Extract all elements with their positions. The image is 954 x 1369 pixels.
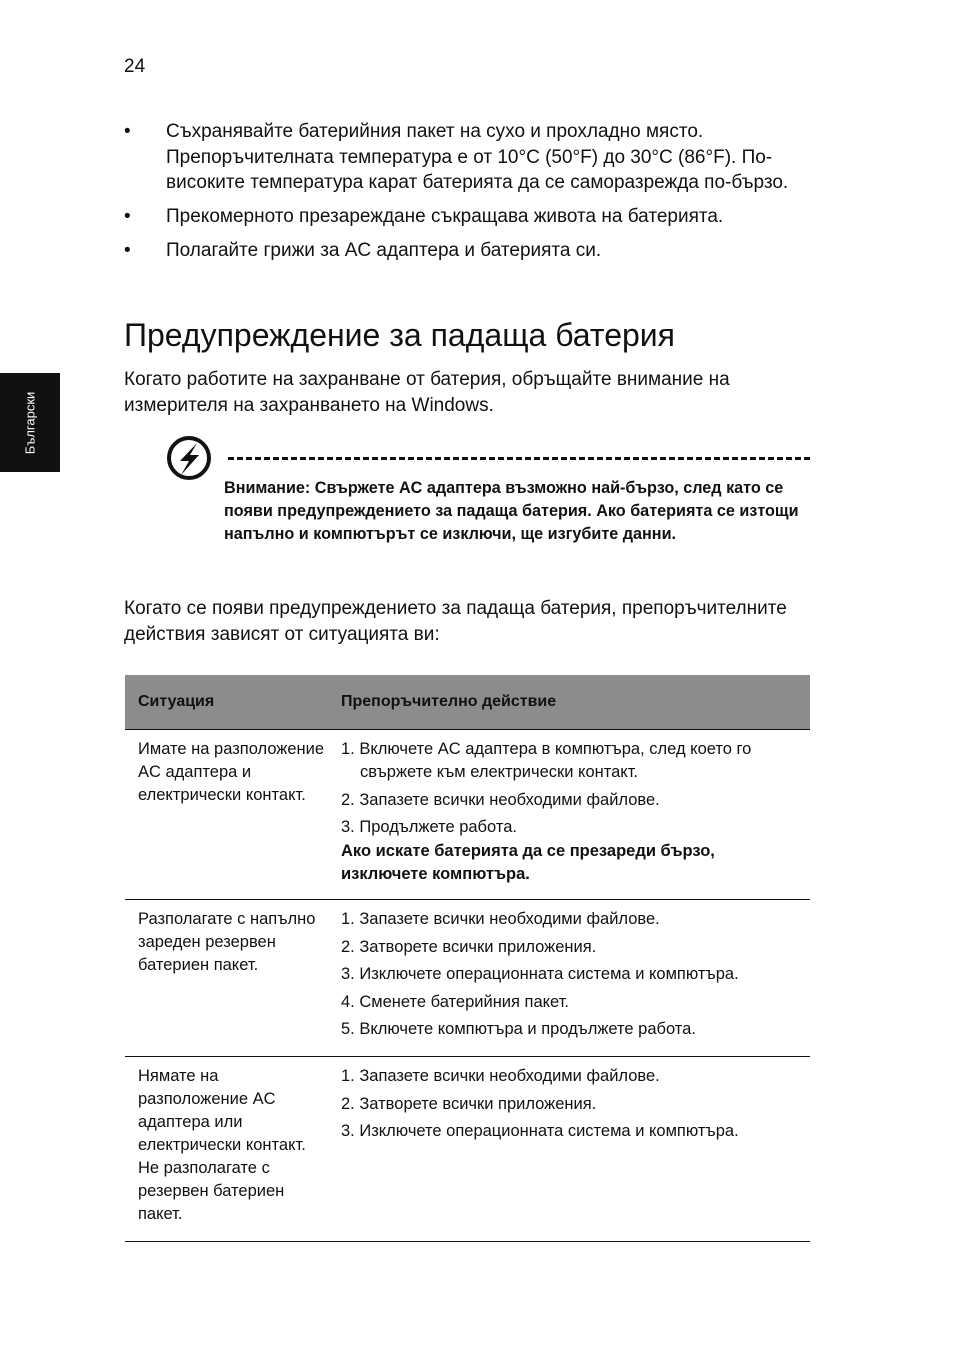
bullet-dot: • (124, 121, 131, 142)
section-title: Предупреждение за падаща батерия (124, 317, 675, 353)
situation-cell: Нямате на разположение AC адаптера или електрически контакт. Не разполагате с резервен батериен пакет. (138, 1067, 306, 1223)
table-header (125, 675, 810, 729)
step-item: 2. Затворете всички приложения. (341, 937, 597, 956)
action-note: Ако искате батерията да се презареди бързо, изключете компютъра. (341, 841, 715, 883)
page-number: 24 (124, 56, 146, 77)
step-item: 1. Запазете всички необходими файлове. (341, 1067, 660, 1085)
bullet-dot: • (124, 206, 131, 227)
actions-table (125, 675, 810, 1242)
step-item: 3. Изключете операционната система и компютъра. (341, 965, 739, 983)
language-side-tab (0, 373, 60, 472)
action-cell (341, 908, 810, 1056)
table-row (125, 729, 810, 900)
situation-cell: Разполагате с напълно зареден резервен батериен пакет. (138, 910, 316, 974)
step-item: 3. Изключете операционната система и компютъра. (341, 1122, 739, 1140)
header-action: Препоръчително действие (341, 693, 557, 710)
lightning-warning-icon (166, 435, 212, 481)
action-cell (341, 1065, 810, 1241)
bullet-item: • Съхранявайте батерийния пакет на сухо и прохладно място. Препоръчителната температура е от 10°C (50°F) до 30°C (86°F). По-високите температура карат батерията да се саморазрежда по-бързо. (124, 121, 789, 193)
bullet-dot: • (124, 240, 131, 261)
lead-paragraph: Когато се появи предупреждението за падаща батерия, препоръчителните действия зависят от ситуацията ви: (124, 598, 787, 645)
table-row (125, 900, 810, 1057)
bullet-list (124, 119, 814, 272)
step-item: 3. Продължете работа. (341, 818, 517, 836)
intro-paragraph: Когато работите на захранване от батерия, обръщайте внимание на измерителя на захранването на Windows. (124, 369, 730, 416)
warning-divider (228, 457, 810, 460)
step-item: 2. Затворете всички приложения. (341, 1094, 597, 1113)
step-item: 1. Включете AC адаптера в компютъра, след което го свържете към електрически контакт. (341, 740, 752, 781)
step-item: 5. Включете компютъра и продължете работа. (341, 1020, 696, 1038)
warning-text: Внимание: Свържете AC адаптера възможно най-бързо, след като се появи предупреждението за падаща батерия. Ако батерията се изтощи напълно и компютърът се изключи, ще изгубите данни. (224, 479, 799, 543)
bullet-item: • Полагайте грижи за AC адаптера и батерията си. (124, 238, 814, 264)
table-row (125, 1057, 810, 1242)
header-situation: Ситуация (138, 693, 215, 710)
situation-cell: Имате на разположение AC адаптера и електрически контакт. (138, 740, 325, 804)
step-item: 2. Запазете всички необходими файлове. (341, 790, 660, 809)
bullet-item: • Прекомерното презареждане съкращава живота на батерията. (124, 204, 814, 230)
step-item: 1. Запазете всички необходими файлове. (341, 910, 660, 928)
side-tab-label: Български (22, 391, 38, 454)
step-item: 4. Сменете батерийния пакет. (341, 992, 570, 1011)
action-cell (341, 738, 810, 899)
